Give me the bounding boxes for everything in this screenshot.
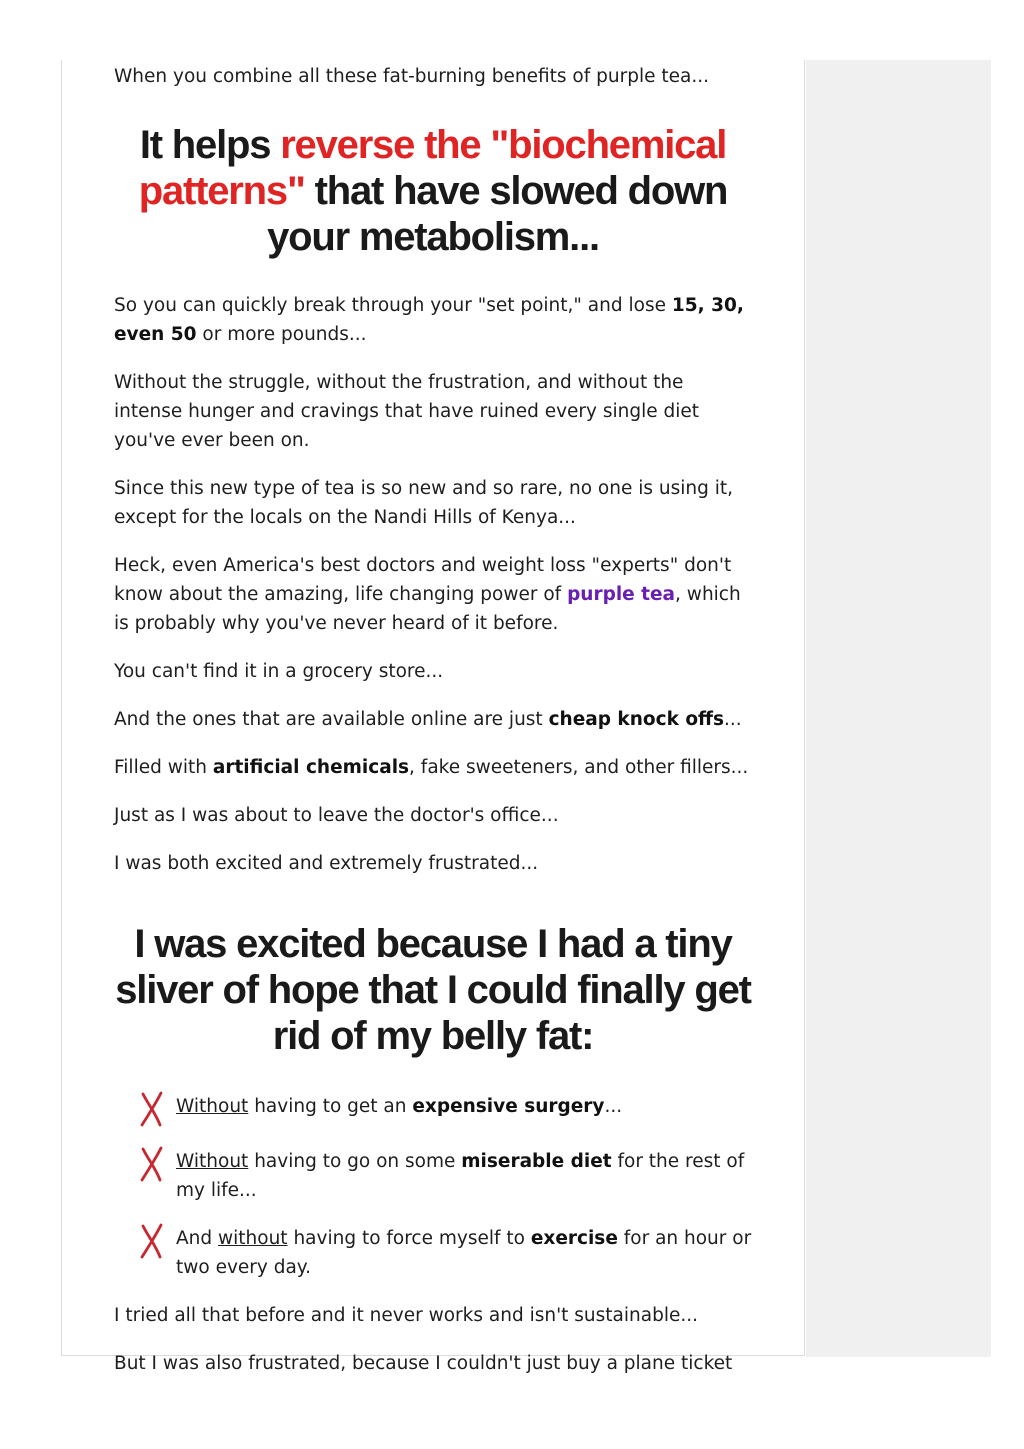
list-item bbox=[136, 1092, 752, 1128]
paragraph: But I was also frustrated, because I couldn't just buy a plane ticket bbox=[114, 1353, 733, 1374]
underlined-text: Without bbox=[176, 1151, 249, 1172]
headline-text: that have slowed down your metabolism... bbox=[267, 169, 728, 259]
bold-text: exercise bbox=[530, 1228, 618, 1249]
x-mark-icon bbox=[136, 1222, 176, 1260]
paragraph: Just as I was about to leave the doctor's office... bbox=[114, 805, 559, 826]
bold-text: 15, 30, even 50 bbox=[114, 295, 744, 345]
text: So you can quickly break through your "set point," and lose bbox=[114, 295, 672, 316]
list-item bbox=[136, 1224, 752, 1282]
paragraph bbox=[114, 291, 752, 349]
list-item-text bbox=[176, 1224, 752, 1282]
underlined-text: without bbox=[218, 1228, 288, 1249]
text: having to get an bbox=[248, 1096, 413, 1117]
list-item-text bbox=[176, 1092, 622, 1121]
headline-reverse-patterns bbox=[114, 122, 752, 260]
paragraph bbox=[114, 551, 752, 638]
purple-tea-link[interactable]: purple tea bbox=[567, 584, 676, 605]
sidebar-panel bbox=[806, 60, 991, 1357]
paragraph: When you combine all these fat-burning benefits of purple tea... bbox=[114, 66, 709, 87]
paragraph: I tried all that before and it never works and isn't sustainable... bbox=[114, 1305, 698, 1326]
bold-text: artificial chemicals bbox=[212, 757, 410, 778]
text: , which is probably why you've never heard of it before. bbox=[114, 584, 741, 634]
text: Heck, even America's best doctors and weight loss "experts" don't know about the amazing, life changing power of bbox=[114, 555, 732, 605]
text: ... bbox=[604, 1096, 623, 1117]
headline-highlight: reverse the "biochemical patterns" bbox=[138, 123, 727, 213]
text: Filled with bbox=[114, 757, 213, 778]
text: having to go on some bbox=[248, 1151, 462, 1172]
text: ... bbox=[724, 709, 742, 730]
paragraph: You can't find it in a grocery store... bbox=[114, 661, 444, 682]
paragraph: I was both excited and extremely frustrated... bbox=[114, 853, 539, 874]
headline-belly-fat: I was excited because I had a tiny sliver of hope that I could finally get rid of my belly fat: bbox=[115, 922, 751, 1058]
list-item-text bbox=[176, 1147, 752, 1205]
text: And the ones that are available online are just bbox=[114, 709, 549, 730]
headline-text: It helps bbox=[139, 123, 281, 167]
bold-text: expensive surgery bbox=[412, 1096, 605, 1117]
text: for an hour or two every day. bbox=[176, 1228, 752, 1278]
paragraph: Without the struggle, without the frustration, and without the intense hunger and cravings that have ruined every single diet you've ever been on. bbox=[114, 372, 700, 451]
underlined-text: Without bbox=[176, 1096, 249, 1117]
list-item bbox=[136, 1147, 752, 1205]
text: or more pounds... bbox=[196, 324, 367, 345]
x-mark-icon bbox=[136, 1090, 176, 1128]
text: , fake sweeteners, and other fillers... bbox=[409, 757, 749, 778]
text: for the rest of my life... bbox=[176, 1151, 745, 1201]
without-list bbox=[114, 1092, 752, 1282]
paragraph bbox=[114, 705, 752, 734]
paragraph: Since this new type of tea is so new and so rare, no one is using it, except for the locals on the Nandi Hills of Kenya... bbox=[114, 478, 734, 528]
text: And bbox=[176, 1228, 219, 1249]
text: having to force myself to bbox=[287, 1228, 531, 1249]
x-mark-icon bbox=[136, 1145, 176, 1183]
article-body bbox=[62, 62, 804, 1378]
article-column bbox=[61, 60, 805, 1374]
bold-text: cheap knock offs bbox=[548, 709, 725, 730]
paragraph bbox=[114, 753, 752, 782]
bold-text: miserable diet bbox=[461, 1151, 612, 1172]
